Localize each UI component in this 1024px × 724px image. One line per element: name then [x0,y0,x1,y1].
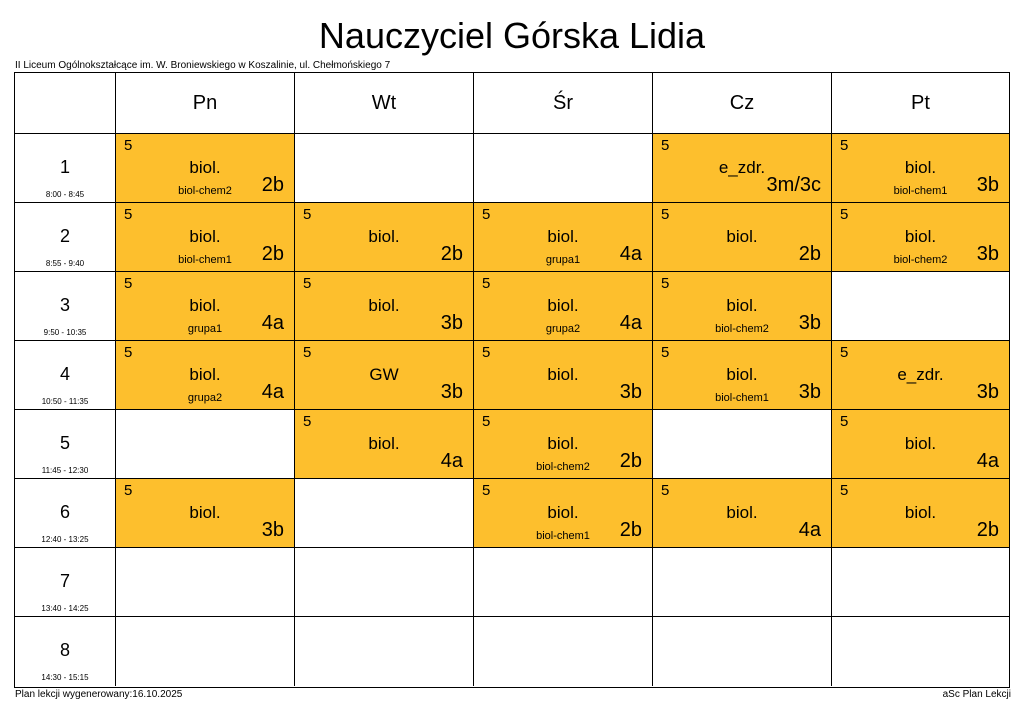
empty-slot [116,410,295,479]
lesson-subject: biol. [189,365,221,384]
period-time: 13:40 - 14:25 [41,604,89,613]
period-time: 14:30 - 15:15 [41,673,89,682]
lesson-room: 5 [661,482,670,499]
period-cell [15,203,116,272]
period-cell [15,341,116,410]
lesson-group: biol-chem1 [893,185,948,197]
lesson-card[interactable] [832,341,1009,410]
empty-slot [295,479,474,548]
empty-slot [474,548,653,617]
lesson-subject: biol. [547,434,579,453]
empty-slot [116,548,295,617]
lesson-group: biol-chem2 [178,185,232,197]
lesson-class: 4a [619,312,642,334]
lesson-room: 5 [840,413,849,430]
empty-slot [295,134,474,203]
lesson-subject: biol. [368,434,400,453]
lesson-card[interactable] [474,272,653,341]
lesson-subject: biol. [726,296,758,315]
lesson-class: 3b [798,312,821,334]
day-header-4: Pt [832,73,1009,134]
lesson-subject: biol. [368,296,400,315]
lesson-subject: biol. [904,227,937,246]
lesson-card[interactable] [295,410,474,479]
lesson-subject: e_zdr. [718,158,766,177]
lesson-subject: biol. [726,227,758,246]
lesson-subject: biol. [189,296,221,315]
generated-date: Plan lekcji wygenerowany:16.10.2025 [15,689,183,700]
lesson-class: 3m/3c [766,174,821,196]
page-title: Nauczyciel Górska Lidia [318,15,706,56]
lesson-room: 5 [482,206,491,223]
empty-slot [832,617,1009,686]
lesson-room: 5 [482,413,491,430]
lesson-class: 4a [619,243,642,265]
lesson-class: 3b [440,312,463,334]
lesson-subject: biol. [189,503,221,522]
day-header-3: Cz [653,73,832,134]
lesson-subject: biol. [547,503,579,522]
lesson-class: 2b [619,450,642,472]
lesson-room: 5 [124,206,133,223]
lesson-subject: biol. [368,227,400,246]
empty-slot [116,617,295,686]
lesson-room: 5 [661,275,670,292]
period-time: 9:50 - 10:35 [43,328,87,337]
lesson-class: 4a [976,450,999,472]
period-time: 10:50 - 11:35 [41,397,89,406]
lesson-card[interactable] [832,203,1009,272]
period-cell [15,479,116,548]
lesson-card[interactable] [116,272,295,341]
lesson-subject: biol. [547,365,579,384]
lesson-subject: biol. [547,296,579,315]
lesson-group: biol-chem2 [536,461,590,473]
lesson-card[interactable] [295,272,474,341]
lesson-group: grupa2 [187,392,223,404]
lesson-subject: biol. [726,503,758,522]
lesson-class: 3b [261,519,284,541]
lesson-card[interactable] [653,203,832,272]
empty-slot [295,617,474,686]
lesson-subject: biol. [726,365,758,384]
empty-slot [832,548,1009,617]
lesson-card[interactable] [474,479,653,548]
period-number: 6 [59,502,70,522]
school-name: II Liceum Ogólnokształcące im. W. Broniewskiego w Koszalinie, ul. Chełmońskiego 7 [15,60,391,71]
lesson-class: 4a [440,450,463,472]
lesson-card[interactable] [116,479,295,548]
period-time: 12:40 - 13:25 [41,535,89,544]
timetable-grid [14,72,1010,688]
lesson-card[interactable] [832,479,1009,548]
period-cell [15,134,116,203]
lesson-room: 5 [482,482,491,499]
lesson-class: 4a [798,519,821,541]
lesson-class: 2b [261,243,284,265]
period-cell [15,410,116,479]
lesson-room: 5 [303,206,312,223]
period-cell [15,272,116,341]
day-header-1: Wt [295,73,474,134]
period-number: 8 [59,640,70,660]
lesson-card[interactable] [653,341,832,410]
period-number: 1 [59,157,70,177]
lesson-room: 5 [124,482,133,499]
lesson-card[interactable] [116,341,295,410]
empty-slot [295,548,474,617]
lesson-subject: GW [369,365,399,384]
lesson-class: 2b [798,243,821,265]
lesson-room: 5 [840,137,849,154]
lesson-class: 3b [798,381,821,403]
lesson-subject: biol. [904,434,937,453]
lesson-card[interactable] [474,203,653,272]
lesson-room: 5 [482,275,491,292]
lesson-card[interactable] [116,134,295,203]
lesson-group: biol-chem1 [536,530,590,542]
lesson-class: 4a [261,381,284,403]
lesson-room: 5 [303,275,312,292]
period-number: 4 [59,364,70,384]
period-cell [15,548,116,617]
lesson-room: 5 [303,344,312,361]
lesson-card[interactable] [653,479,832,548]
period-number: 2 [59,226,70,246]
lesson-card[interactable] [474,341,653,410]
lesson-card[interactable] [832,410,1009,479]
lesson-group: biol-chem1 [178,254,232,266]
lesson-subject: e_zdr. [897,365,944,384]
lesson-group: biol-chem2 [715,323,769,335]
period-number: 3 [59,295,70,315]
empty-slot [653,410,832,479]
lesson-group: grupa1 [545,254,581,266]
lesson-group: grupa2 [545,323,581,335]
lesson-class: 4a [261,312,284,334]
empty-slot [653,617,832,686]
lesson-room: 5 [124,275,133,292]
empty-slot [474,617,653,686]
corner-cell [15,73,116,134]
app-name: aSc Plan Lekcji [942,689,1011,700]
period-time: 8:00 - 8:45 [45,190,85,199]
period-number: 5 [59,433,70,453]
empty-slot [474,134,653,203]
period-time: 11:45 - 12:30 [41,466,89,475]
lesson-room: 5 [840,344,849,361]
lesson-subject: biol. [904,158,937,177]
lesson-subject: biol. [904,503,937,522]
lesson-class: 3b [976,174,999,196]
lesson-card[interactable] [832,134,1009,203]
day-header-0: Pn [116,73,295,134]
lesson-card[interactable] [295,341,474,410]
lesson-card[interactable] [653,272,832,341]
lesson-group: biol-chem2 [893,254,948,266]
lesson-room: 5 [661,206,670,223]
lesson-subject: biol. [547,227,579,246]
lesson-subject: biol. [189,227,221,246]
lesson-room: 5 [661,344,670,361]
lesson-room: 5 [303,413,312,430]
lesson-group: biol-chem1 [715,392,769,404]
lesson-room: 5 [124,344,133,361]
period-number: 7 [59,571,70,591]
lesson-room: 5 [840,206,849,223]
lesson-room: 5 [661,137,670,154]
empty-slot [653,548,832,617]
lesson-room: 5 [482,344,491,361]
lesson-class: 3b [976,243,999,265]
day-header-2: Śr [474,73,653,134]
lesson-room: 5 [124,137,133,154]
lesson-group: grupa1 [187,323,223,335]
period-cell [15,617,116,686]
lesson-class: 2b [976,519,999,541]
lesson-card[interactable] [295,203,474,272]
lesson-class: 3b [440,381,463,403]
period-time: 8:55 - 9:40 [45,259,85,268]
lesson-class: 2b [440,243,463,265]
lesson-class: 3b [619,381,642,403]
lesson-class: 2b [261,174,284,196]
lesson-card[interactable] [653,134,832,203]
lesson-room: 5 [840,482,849,499]
lesson-class: 3b [976,381,999,403]
lesson-card[interactable] [116,203,295,272]
lesson-subject: biol. [189,158,221,177]
empty-slot [832,272,1009,341]
lesson-class: 2b [619,519,642,541]
lesson-card[interactable] [474,410,653,479]
